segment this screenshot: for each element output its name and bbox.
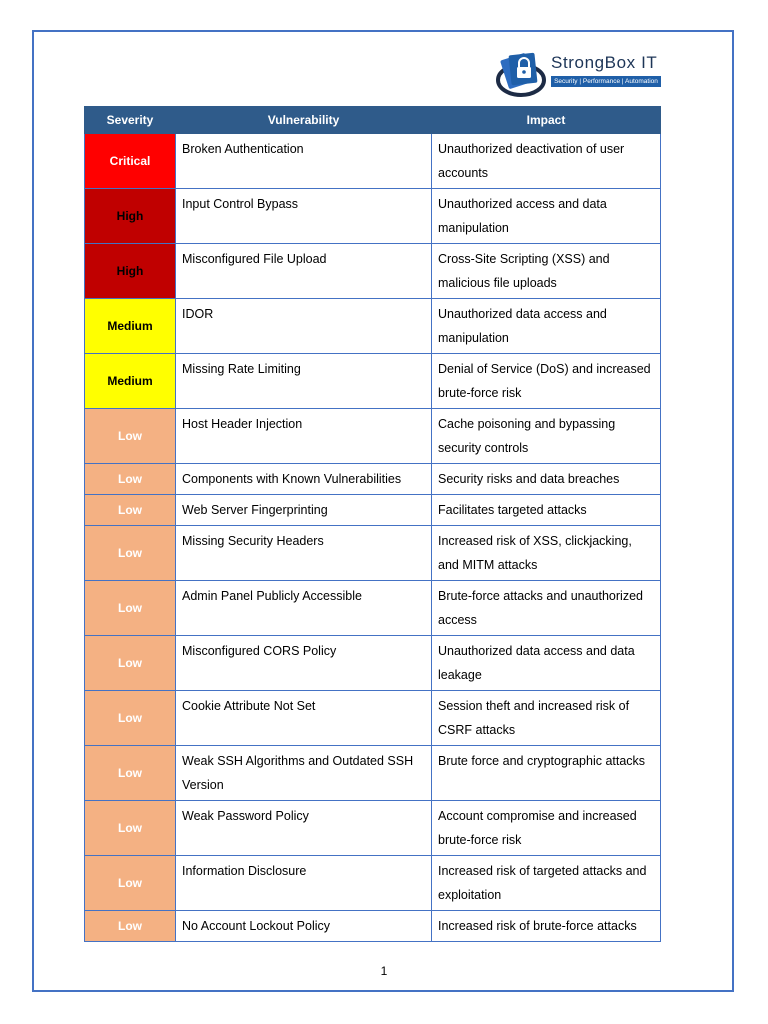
vulnerability-cell: Cookie Attribute Not Set [176, 691, 432, 746]
vulnerability-column-header: Vulnerability [176, 107, 432, 134]
severity-cell: High [85, 244, 176, 299]
vulnerability-cell: Admin Panel Publicly Accessible [176, 581, 432, 636]
company-logo [496, 50, 668, 98]
severity-cell: Low [85, 526, 176, 581]
table-row [85, 299, 661, 354]
vulnerability-table [84, 106, 661, 942]
severity-cell: Low [85, 409, 176, 464]
impact-cell: Unauthorized deactivation of user accounts [432, 134, 661, 189]
severity-cell: Low [85, 464, 176, 495]
impact-cell: Denial of Service (DoS) and increased brute-force risk [432, 354, 661, 409]
severity-cell: Low [85, 691, 176, 746]
vulnerability-cell: No Account Lockout Policy [176, 911, 432, 942]
table-row [85, 911, 661, 942]
table-row [85, 856, 661, 911]
severity-cell: Medium [85, 354, 176, 409]
table-row [85, 189, 661, 244]
table-row [85, 354, 661, 409]
table-row [85, 495, 661, 526]
impact-column-header: Impact [432, 107, 661, 134]
impact-cell: Facilitates targeted attacks [432, 495, 661, 526]
impact-cell: Cross-Site Scripting (XSS) and malicious file uploads [432, 244, 661, 299]
vulnerability-cell: Missing Rate Limiting [176, 354, 432, 409]
table-row [85, 746, 661, 801]
impact-cell: Unauthorized data access and data leakage [432, 636, 661, 691]
table-row [85, 244, 661, 299]
vulnerability-cell: Weak Password Policy [176, 801, 432, 856]
vulnerability-cell: Misconfigured CORS Policy [176, 636, 432, 691]
severity-cell: Low [85, 495, 176, 526]
table-row [85, 581, 661, 636]
impact-cell: Brute force and cryptographic attacks [432, 746, 661, 801]
vulnerability-cell: Misconfigured File Upload [176, 244, 432, 299]
impact-cell: Increased risk of targeted attacks and exploitation [432, 856, 661, 911]
impact-cell: Increased risk of brute-force attacks [432, 911, 661, 942]
impact-cell: Unauthorized access and data manipulation [432, 189, 661, 244]
severity-cell: Medium [85, 299, 176, 354]
impact-cell: Cache poisoning and bypassing security controls [432, 409, 661, 464]
severity-cell: Low [85, 856, 176, 911]
vulnerability-cell: Information Disclosure [176, 856, 432, 911]
severity-cell: Low [85, 801, 176, 856]
vulnerability-cell: Weak SSH Algorithms and Outdated SSH Version [176, 746, 432, 801]
page-number: 1 [380, 964, 388, 978]
severity-cell: High [85, 189, 176, 244]
severity-cell: Low [85, 581, 176, 636]
table-row [85, 464, 661, 495]
table-row [85, 801, 661, 856]
table-row [85, 409, 661, 464]
severity-cell: Low [85, 636, 176, 691]
vulnerability-cell: IDOR [176, 299, 432, 354]
logo-company-name: StrongBox IT [551, 53, 658, 72]
table-row [85, 134, 661, 189]
vulnerability-cell: Components with Known Vulnerabilities [176, 464, 432, 495]
table-header-row [85, 107, 661, 134]
severity-cell: Critical [85, 134, 176, 189]
impact-cell: Session theft and increased risk of CSRF attacks [432, 691, 661, 746]
vulnerability-cell: Missing Security Headers [176, 526, 432, 581]
padlock-logo-icon [496, 50, 546, 98]
severity-cell: Low [85, 746, 176, 801]
vulnerability-cell: Host Header Injection [176, 409, 432, 464]
impact-cell: Brute-force attacks and unauthorized access [432, 581, 661, 636]
table-row [85, 526, 661, 581]
impact-cell: Security risks and data breaches [432, 464, 661, 495]
impact-cell: Increased risk of XSS, clickjacking, and MITM attacks [432, 526, 661, 581]
logo-tagline: Security | Performance | Automation [551, 76, 661, 87]
vulnerability-cell: Broken Authentication [176, 134, 432, 189]
table-row [85, 636, 661, 691]
vulnerability-cell: Web Server Fingerprinting [176, 495, 432, 526]
vulnerability-cell: Input Control Bypass [176, 189, 432, 244]
impact-cell: Account compromise and increased brute-force risk [432, 801, 661, 856]
severity-column-header: Severity [85, 107, 176, 134]
severity-cell: Low [85, 911, 176, 942]
impact-cell: Unauthorized data access and manipulation [432, 299, 661, 354]
table-row [85, 691, 661, 746]
